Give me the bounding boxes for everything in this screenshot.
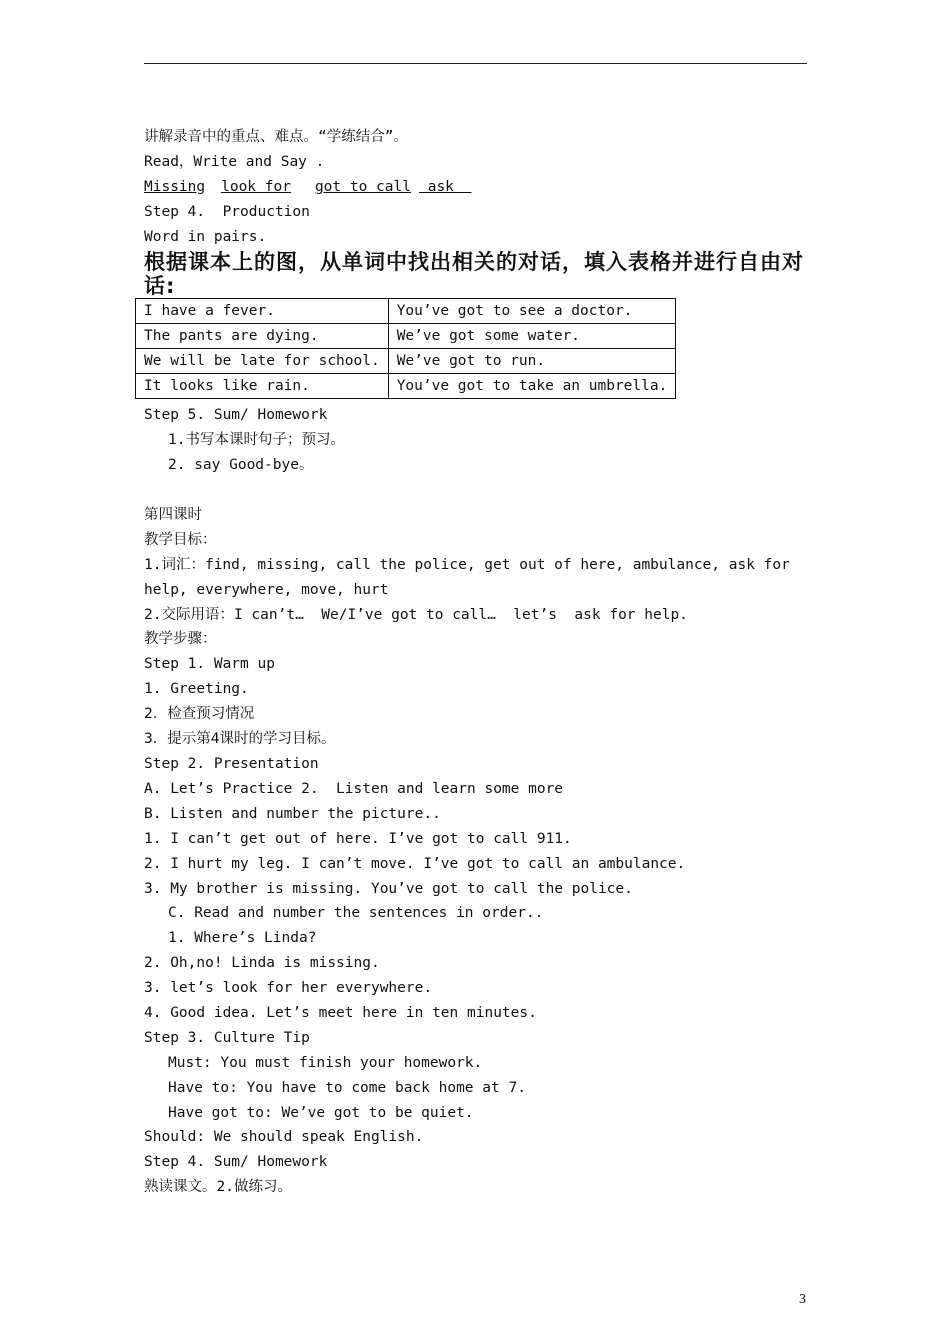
table-cell: The pants are dying. [136,324,389,349]
table-cell: You’ve got to take an umbrella. [388,374,676,399]
vocab-word: ask [418,179,472,195]
text-line: Read，Write and Say . [144,154,325,170]
list-item: 2.交际用语：I can’t… We/I’ve got to call… let’s ask for help. [144,607,688,623]
list-item: 3. let’s look for her everywhere. [144,980,433,996]
step-heading: Step 3. Culture Tip [144,1030,310,1046]
list-item: Must: You must finish your homework. [168,1055,483,1071]
text-line: Word in pairs. [144,229,267,245]
vocab-word: look for [221,179,291,195]
list-item: 1. Where’s Linda? [168,930,317,946]
step-heading: Step 1. Warm up [144,656,275,672]
list-item: B. Listen and number the picture.. [144,806,441,822]
table-cell: It looks like rain. [136,374,389,399]
page-number: 3 [799,1292,806,1307]
section-title: 第四课时 [144,507,202,523]
dialogue-table [135,298,676,399]
header-rule [144,63,807,64]
list-item: 1.书写本课时句子；预习。 [168,432,345,448]
list-item: 2. I hurt my leg. I can’t move. I’ve got to call an ambulance. [144,856,686,872]
list-item: Have got to: We’ve got to be quiet. [168,1105,474,1121]
list-item: 2. say Good-bye。 [168,457,314,473]
list-item: C. Read and number the sentences in order.. [168,905,544,921]
table-cell: I have a fever. [136,299,389,324]
list-item: A. Let’s Practice 2. Listen and learn some more [144,781,564,797]
list-item: Should: We should speak English. [144,1129,424,1145]
list-item: help, everywhere, move, hurt [144,582,389,598]
list-item: 2．检查预习情况 [144,706,255,722]
table-cell: We will be late for school. [136,349,389,374]
list-item: 3. My brother is missing. You’ve got to call the police. [144,881,633,897]
table-row [136,374,676,399]
vocab-word: got to call [314,179,411,195]
label: 教学步骤： [144,631,217,647]
table-cell: We’ve got some water. [388,324,676,349]
list-item: Have to: You have to come back home at 7. [168,1080,526,1096]
list-item: 1.词汇：find, missing, call the police, get out of here, ambulance, ask for [144,557,790,573]
step-heading: Step 5. Sum/ Homework [144,407,328,423]
table-row [136,349,676,374]
instruction-heading: 根据课本上的图，从单词中找出相关的对话，填入表格并进行自由对话: [144,250,804,298]
list-item: 1. Greeting. [144,681,249,697]
label: 教学目标： [144,532,217,548]
table-cell: We’ve got to run. [388,349,676,374]
vocab-word: Missing [144,179,206,195]
list-item: 2. Oh,no! Linda is missing. [144,955,380,971]
vocabulary-line [144,178,471,196]
list-item: 3．提示第4课时的学习目标。 [144,731,336,747]
text-line: 讲解录音中的重点、难点。“学练结合”。 [144,129,408,145]
step-heading: Step 2. Presentation [144,756,319,772]
step-heading: Step 4. Sum/ Homework [144,1154,328,1170]
list-item: 4. Good idea. Let’s meet here in ten minutes. [144,1005,537,1021]
list-item: 1. I can’t get out of here. I’ve got to call 911. [144,831,572,847]
table-row [136,299,676,324]
list-item: 熟读课文。2.做练习。 [144,1179,292,1195]
step-heading: Step 4. Production [144,204,310,220]
table-row [136,324,676,349]
table-cell: You’ve got to see a doctor. [388,299,676,324]
